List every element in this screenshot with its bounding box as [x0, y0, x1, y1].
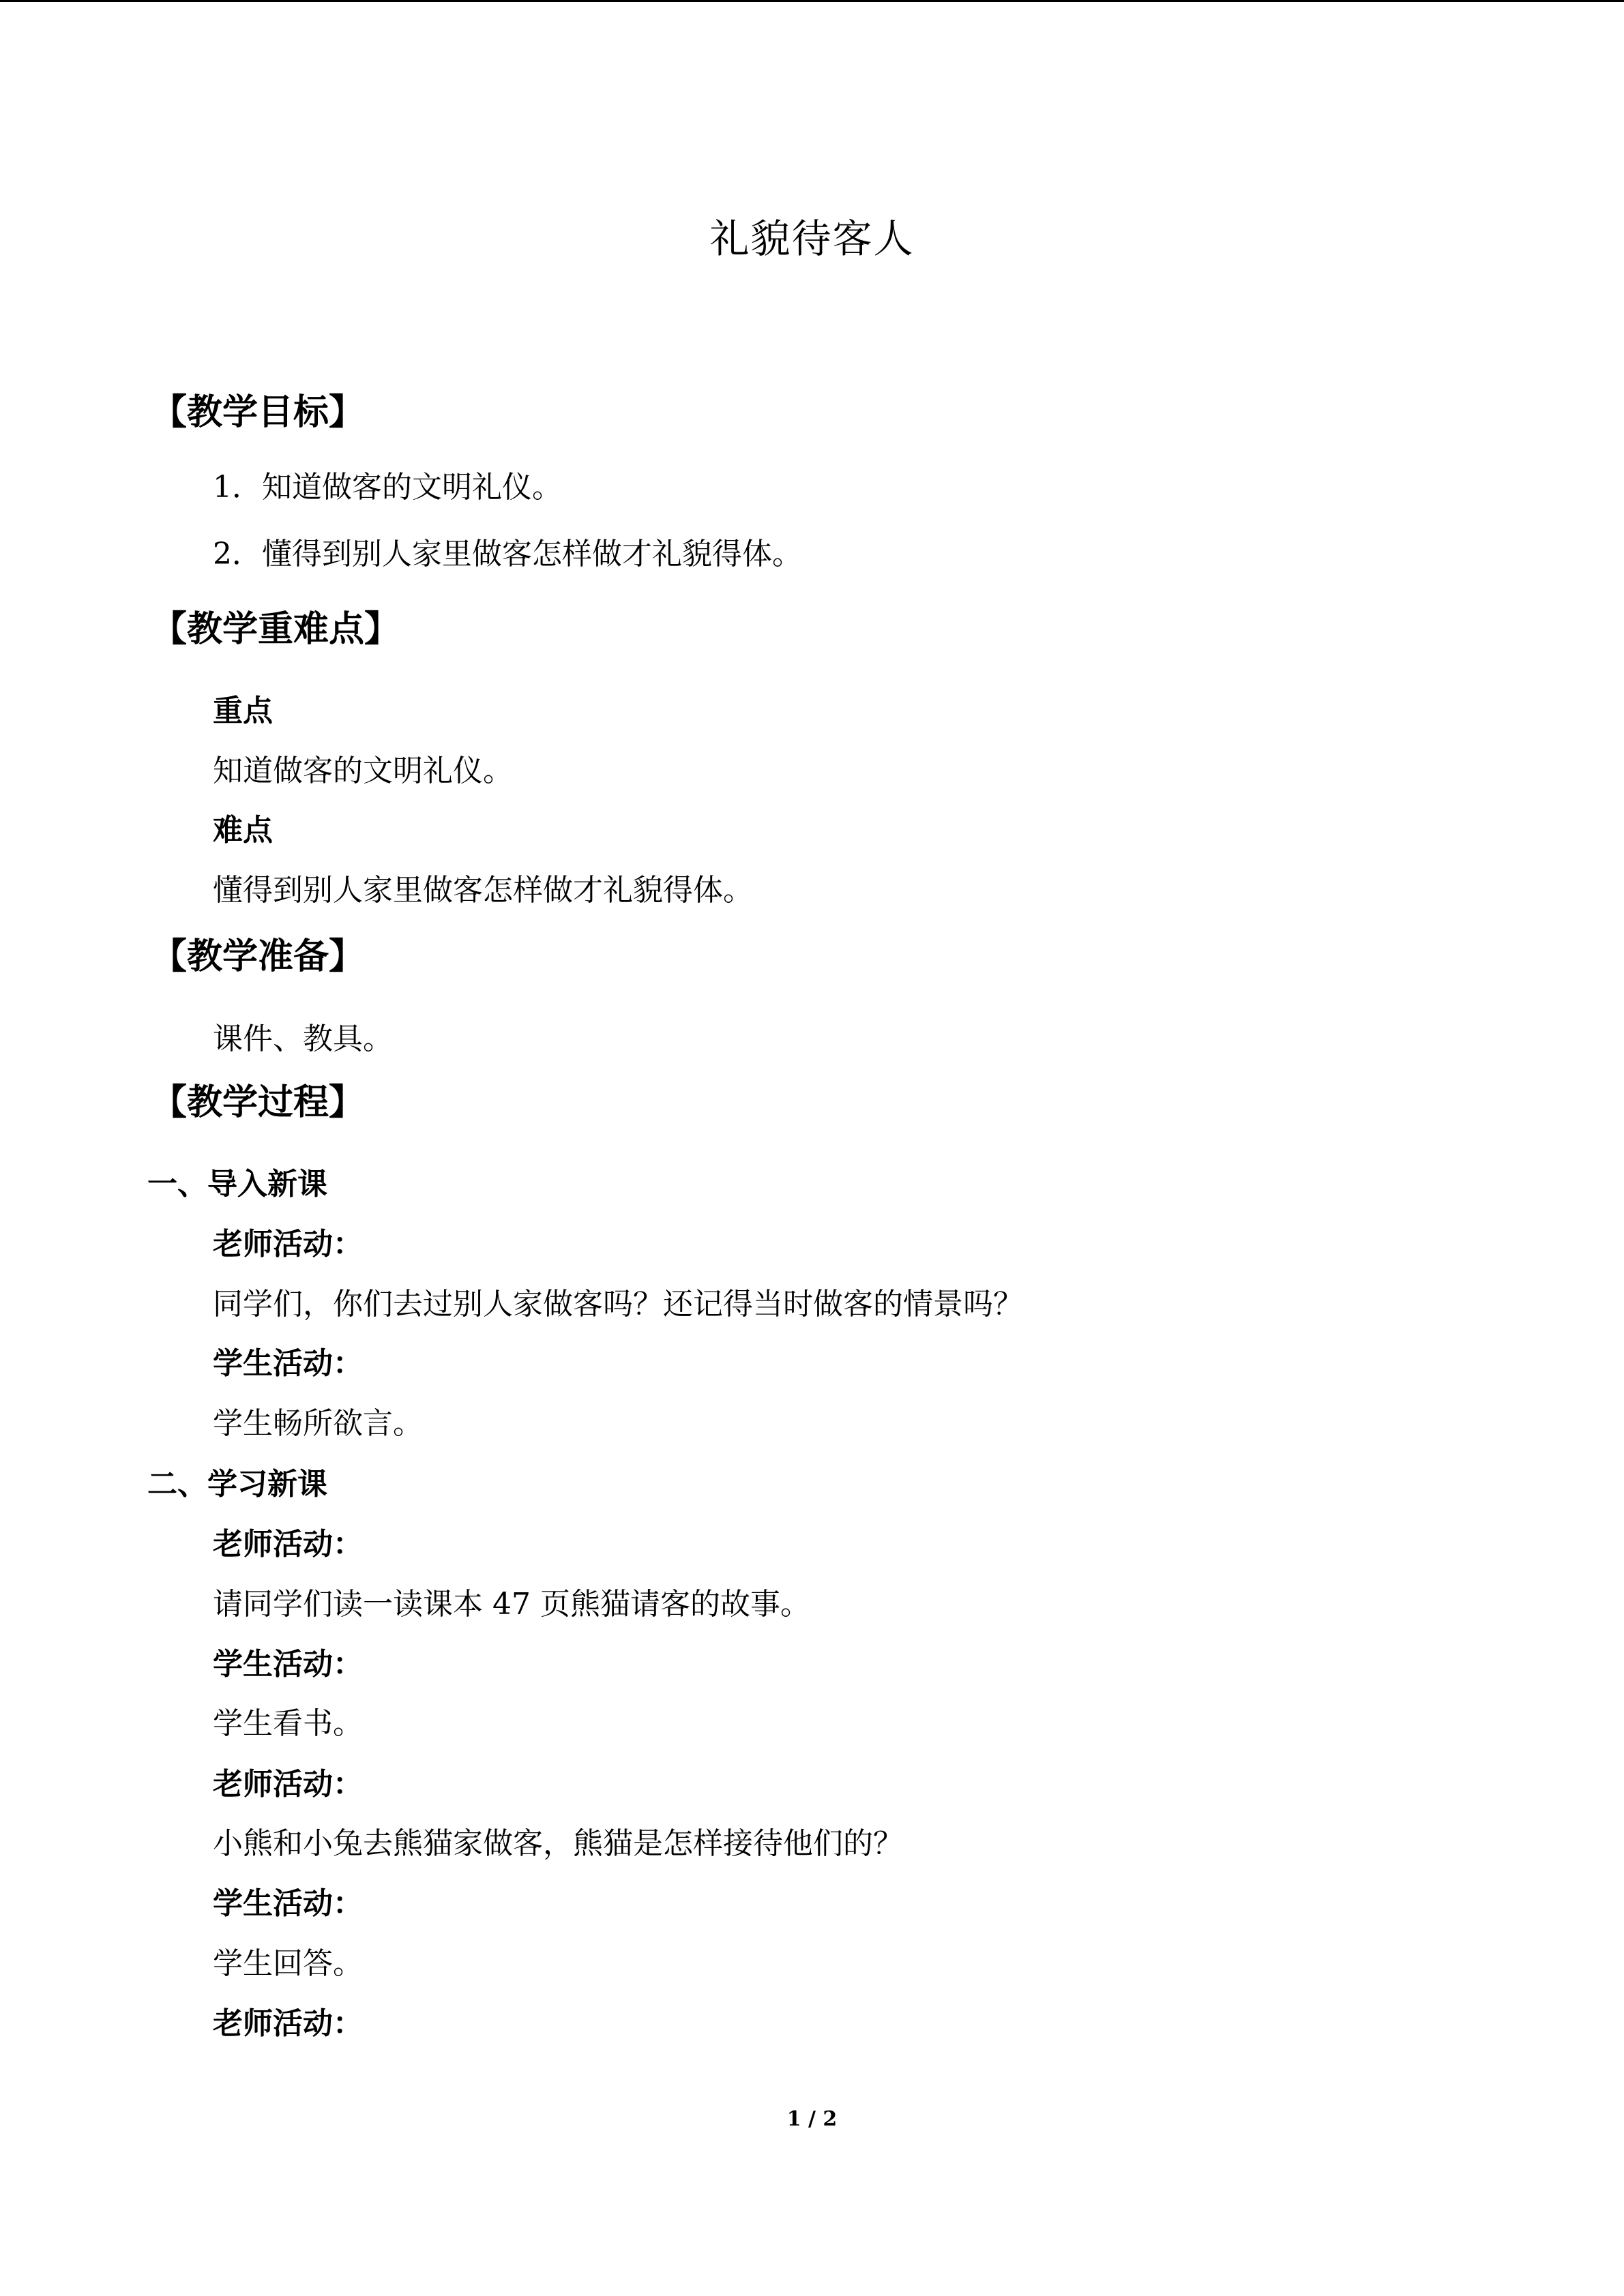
top-border-line [0, 0, 1624, 2]
section-1-student-label: 学生活动： [213, 1346, 363, 1381]
section-2-teacher-1-label: 老师活动： [213, 1527, 363, 1562]
section-1-student-text: 学生畅所欲言。 [213, 1406, 423, 1441]
section-2-title: 二、学习新课 [147, 1467, 327, 1502]
section-1-title: 一、导入新课 [147, 1167, 327, 1202]
section-2-teacher-1-text: 请同学们读一读课本 47 页熊猫请客的故事。 [213, 1587, 810, 1622]
process-heading: 【教学过程】 [151, 1082, 365, 1123]
preparation-text: 课件、教具。 [213, 1022, 393, 1056]
section-2-teacher-2-label: 老师活动： [213, 1767, 363, 1802]
document-title: 礼貌待客人 [709, 215, 915, 262]
objective-item-2: 2．懂得到别人家里做客怎样做才礼貌得体。 [213, 537, 802, 571]
objective-item-1: 1．知道做客的文明礼仪。 [213, 470, 562, 505]
page-indicator: 1 / 2 [786, 2107, 838, 2131]
key-points-heading: 【教学重难点】 [151, 608, 400, 650]
section-2-student-2-label: 学生活动： [213, 1886, 363, 1921]
preparation-heading: 【教学准备】 [151, 936, 365, 977]
section-2-teacher-3-label: 老师活动： [213, 2006, 363, 2041]
difficult-label: 难点 [213, 813, 273, 848]
section-2-student-2-text: 学生回答。 [213, 1946, 363, 1981]
key-label: 重点 [213, 694, 273, 728]
section-1-teacher-label: 老师活动： [213, 1227, 363, 1262]
difficult-text: 懂得到别人家里做客怎样做才礼貌得体。 [213, 873, 753, 908]
section-2-teacher-2-text: 小熊和小兔去熊猫家做客，熊猫是怎样接待他们的？ [213, 1826, 903, 1861]
section-2-student-1-text: 学生看书。 [213, 1706, 363, 1741]
section-2-student-1-label: 学生活动： [213, 1647, 363, 1682]
key-text: 知道做客的文明礼仪。 [213, 754, 513, 788]
section-1-teacher-text: 同学们，你们去过别人家做客吗？还记得当时做客的情景吗？ [213, 1287, 1023, 1322]
objectives-heading: 【教学目标】 [151, 391, 365, 433]
